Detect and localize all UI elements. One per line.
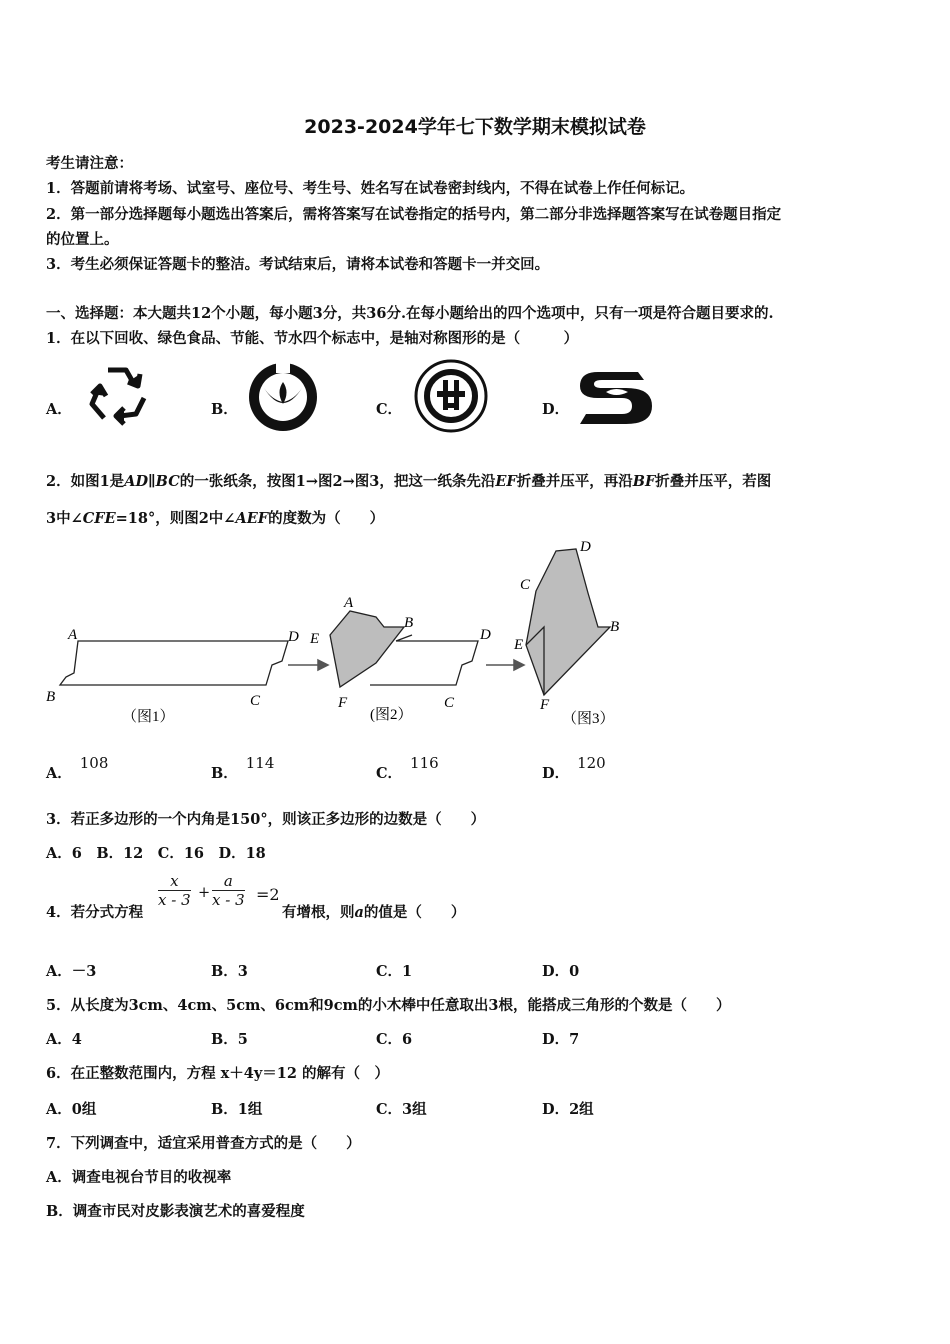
- fig2-label-c: C: [444, 695, 455, 711]
- notice-heading: 考生请注意：: [46, 155, 133, 172]
- q6-option-b: B．1组: [211, 1101, 263, 1118]
- recycle-icon: [80, 360, 154, 438]
- notice-item: 3．考生必须保证答题卡的整洁。考试结束后，请将本试卷和答题卡一并交回。: [46, 256, 550, 273]
- fig1-label-a: A: [68, 627, 78, 643]
- question-3-stem: 3．若正多边形的一个内角是150°，则该正多边形的边数是（ ）: [46, 811, 486, 828]
- arrow-icon: [486, 660, 524, 670]
- water-saving-icon: [576, 366, 656, 434]
- q5-option-a: A．4: [46, 1031, 82, 1048]
- fig2-label-b: B: [404, 615, 414, 631]
- q3-options: A．6 B．12 C．16 D．18: [46, 845, 266, 862]
- q2-figure: [40, 535, 660, 739]
- fraction-1: x x - 3: [158, 872, 191, 909]
- fig3-label-c: C: [520, 577, 531, 593]
- q4-option-c: C．1: [376, 963, 413, 980]
- q1-option-d: D．: [542, 401, 570, 418]
- q2-option-a: A．108: [46, 754, 109, 782]
- question-1-stem: 1．在以下回收、绿色食品、节能、节水四个标志中，是轴对称图形的是（ ）: [46, 330, 579, 347]
- fig1-label-c: C: [250, 693, 261, 709]
- q1-option-c: C．: [376, 401, 403, 418]
- question-4-stem-a: 4．若分式方程: [46, 904, 144, 921]
- fig2-label-a: A: [344, 595, 354, 611]
- section-heading: 一、选择题：本大题共12个小题，每小题3分，共36分.在每小题给出的四个选项中，只有一项是符合题目要求的.: [46, 305, 774, 322]
- notice-item: 2．第一部分选择题每小题选出答案后，需将答案写在试卷指定的括号内，第二部分非选择题答案写在试卷题目指定: [46, 206, 782, 223]
- q2-option-d: D．120: [542, 754, 606, 782]
- question-7-stem: 7．下列调查中，适宜采用普查方式的是（ ）: [46, 1135, 361, 1152]
- question-4-stem-b: 有增根，则a的值是（ ）: [282, 904, 466, 921]
- fig2-label-f: F: [338, 695, 348, 711]
- fig1-caption: （图1）: [122, 709, 175, 725]
- fraction-2: a x - 3: [212, 872, 245, 909]
- question-2-stem-line1: 2．如图1是AD∥BC的一张纸条，按图1→图2→图3，把这一纸条先沿EF折叠并压平，再沿BF折叠并压平，若图: [46, 473, 772, 490]
- figure-1: [60, 641, 288, 685]
- fig1-label-d: D: [288, 629, 299, 645]
- arrow-icon: [288, 660, 328, 670]
- figure-2-folded-part: [330, 611, 404, 687]
- notice-item: 的位置上。: [46, 231, 119, 248]
- fig3-label-d: D: [580, 539, 591, 555]
- question-5-stem: 5．从长度为3cm、4cm、5cm、6cm和9cm的小木棒中任意取出3根，能搭成三角形的个数是（ ）: [46, 997, 731, 1014]
- fig2-label-e: E: [310, 631, 320, 647]
- fig3-label-f: F: [540, 697, 550, 713]
- green-food-icon: [246, 360, 320, 438]
- q4-option-d: D．0: [542, 963, 580, 980]
- q6-option-d: D．2组: [542, 1101, 594, 1118]
- fig3-label-e: E: [514, 637, 524, 653]
- equals-two: =2: [256, 885, 280, 904]
- figure-3-folded-part: [526, 549, 610, 695]
- q4-option-b: B．3: [211, 963, 248, 980]
- q6-option-c: C．3组: [376, 1101, 427, 1118]
- fig1-label-b: B: [46, 689, 56, 705]
- q5-option-c: C．6: [376, 1031, 413, 1048]
- fig2-caption: (图2）: [370, 707, 413, 723]
- question-2-stem-line2: 3中∠CFE=18°，则图2中∠AEF的度数为（ ）: [46, 510, 385, 527]
- q4-option-a: A．－3: [46, 963, 97, 980]
- fig3-caption: （图3）: [562, 711, 615, 727]
- notice-item: 1．答题前请将考场、试室号、座位号、考生号、姓名写在试卷密封线内，不得在试卷上作任何标记。: [46, 180, 695, 197]
- page-title: 2023-2024学年七下数学期末模拟试卷: [304, 116, 646, 138]
- q7-option-b: B．调查市民对皮影表演艺术的喜爱程度: [46, 1203, 305, 1220]
- fig3-label-b: B: [610, 619, 620, 635]
- plus-sign: +: [198, 885, 211, 901]
- q2-option-b: B．114: [211, 754, 275, 782]
- q5-option-d: D．7: [542, 1031, 580, 1048]
- q1-option-b: B．: [211, 401, 238, 418]
- q7-option-a: A．调查电视台节目的收视率: [46, 1169, 232, 1186]
- question-6-stem: 6．在正整数范围内，方程 x＋4y＝12 的解有（ ）: [46, 1065, 390, 1082]
- q6-option-a: A．0组: [46, 1101, 97, 1118]
- energy-saving-icon: [413, 358, 489, 438]
- fig2-label-d: D: [480, 627, 491, 643]
- q1-option-a: A．: [46, 401, 72, 418]
- q5-option-b: B．5: [211, 1031, 248, 1048]
- q2-option-c: C．116: [376, 754, 439, 782]
